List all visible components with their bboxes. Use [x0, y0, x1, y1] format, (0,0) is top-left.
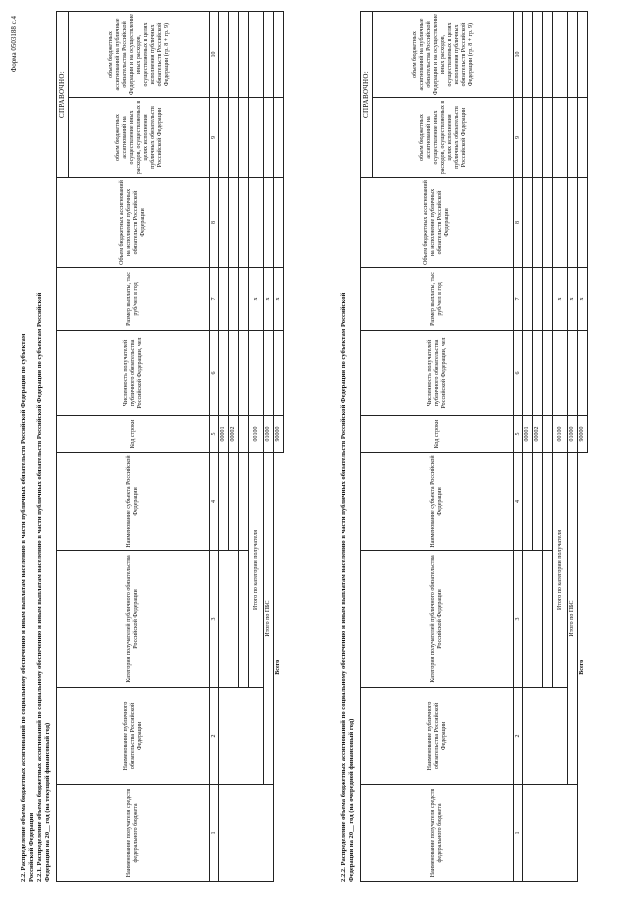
section-2-2-2-title-line2: Федерации на 20__ год (на очередной финансовый год)	[348, 718, 355, 882]
col-header-count: Численность получателей публичного обязательства Российской Федерации, чел	[57, 331, 210, 416]
volume-cell	[553, 178, 568, 268]
col-header-recipient: Наименование получателя средств федерального бюджета	[57, 785, 210, 882]
row-code: 01000	[568, 416, 578, 453]
table-next-year	[360, 11, 588, 882]
obligation-cell	[523, 688, 568, 785]
col-number-10: 10	[514, 12, 523, 98]
other-cell	[543, 98, 553, 178]
payment-cell	[543, 268, 553, 331]
count-cell	[274, 331, 284, 416]
other-cell	[568, 98, 578, 178]
total-cell	[229, 12, 239, 98]
col-header-total-volume: объем бюджетных ассигнований на публичные обязательства Российской Федерации и на осуществление иных расходов, осуществляемых в целях исполнения публичных обязательств Российской Федерации (гр. 8 + гр. 9)	[373, 12, 514, 98]
count-cell	[523, 331, 533, 416]
other-cell	[533, 98, 543, 178]
col-header-code: Код строки	[57, 416, 210, 453]
subject-cell	[219, 453, 229, 551]
volume-cell	[229, 178, 239, 268]
empty-code-cell	[543, 416, 553, 453]
total-cell	[239, 12, 249, 98]
subject-cell	[523, 453, 533, 551]
subject-cell	[533, 453, 543, 551]
section-2-2-1-title: 2.2.1. Распределение объема бюджетных ассигнований по социальному обеспечению и иным выплатам населению в части публичных обязательств Российской Федерации по субъектам Российской	[36, 292, 43, 882]
col-header-total-volume: объем бюджетных ассигнований на публичные обязательства Российской Федерации и на осуществление иных расходов, осуществляемых в целях исполнения публичных обязательств Российской Федерации (гр. 8 + гр. 9)	[69, 12, 210, 98]
col-number-7: 7	[514, 268, 523, 331]
section-2-2-title-line2: Российской Федерации	[28, 812, 35, 882]
section-2-2-2-title: 2.2.2. Распределение объема бюджетных ассигнований по социальному обеспечению и иным выплатам населению в части публичных обязательств Российской Федерации по субъектам Российской	[340, 292, 347, 882]
form-code: Форма 0503188 с.4	[10, 16, 18, 73]
col-number-6: 6	[514, 331, 523, 416]
col-number-8: 8	[514, 178, 523, 268]
col-header-code: Код строки	[361, 416, 514, 453]
count-cell	[229, 331, 239, 416]
other-cell	[553, 98, 568, 178]
rotated-form	[8, 8, 633, 898]
volume-cell	[249, 178, 264, 268]
col-number-6: 6	[210, 331, 219, 416]
other-cell	[578, 98, 588, 178]
count-cell	[533, 331, 543, 416]
total-cell	[219, 12, 229, 98]
x-mark: x	[568, 268, 578, 331]
col-number-7: 7	[210, 268, 219, 331]
col-number-5: 5	[210, 416, 219, 453]
col-header-obligation: Наименование публичного обязательства Российской Федерации	[57, 688, 210, 785]
col-number-10: 10	[210, 12, 219, 98]
col-number-1: 1	[514, 785, 523, 882]
empty-category-cell	[239, 551, 249, 688]
volume-cell	[568, 178, 578, 268]
grand-total-label: Всего	[274, 453, 284, 882]
count-cell	[219, 331, 229, 416]
col-header-payment-size: Размер выплаты, тыс руб/чел в год	[57, 268, 210, 331]
col-header-category: Категория получателей публичного обязательства Российской Федерации	[57, 551, 210, 688]
count-cell	[543, 331, 553, 416]
empty-subject-cell	[543, 453, 553, 551]
category-cell	[219, 551, 239, 688]
col-header-subject: Наименование субъекта Российской Федерации	[57, 453, 210, 551]
count-cell	[553, 331, 568, 416]
subject-cell	[229, 453, 239, 551]
volume-cell	[543, 178, 553, 268]
row-code: 00100	[553, 416, 568, 453]
col-number-8: 8	[210, 178, 219, 268]
x-mark: x	[578, 268, 588, 331]
col-header-budget-volume: Объем бюджетных ассигнований на исполнение публичных обязательств Российской Федерации	[57, 178, 210, 268]
total-pbs-label: Итого по ПБС	[264, 453, 274, 785]
x-mark: x	[249, 268, 264, 331]
payment-cell	[229, 268, 239, 331]
col-header-spravochno: СПРАВОЧНО:	[361, 12, 373, 178]
payment-cell	[533, 268, 543, 331]
empty-subject-cell	[239, 453, 249, 551]
col-number-4: 4	[514, 453, 523, 551]
col-number-4: 4	[210, 453, 219, 551]
col-number-2: 2	[514, 688, 523, 785]
col-header-category: Категория получателей публичного обязательства Российской Федерации	[361, 551, 514, 688]
col-header-budget-volume: Объем бюджетных ассигнований на исполнение публичных обязательств Российской Федерации	[361, 178, 514, 268]
row-code: 90000	[578, 416, 588, 453]
total-pbs-label: Итого по ПБС	[568, 453, 578, 785]
other-cell	[274, 98, 284, 178]
col-number-3: 3	[514, 551, 523, 688]
row-code: 00002	[533, 416, 543, 453]
section-2-2-title: 2.2. Распределение объема бюджетных ассигнований по социальному обеспечению и иным выплатам населению в части публичных обязательств Российской Федерации по субъектам	[20, 333, 27, 882]
section-2-2-1-title-line2: Федерации на 20__ год (на текущий финансовый год)	[44, 722, 51, 882]
col-header-payment-size: Размер выплаты, тыс руб/чел в год	[361, 268, 514, 331]
col-number-9: 9	[514, 98, 523, 178]
row-code: 01000	[264, 416, 274, 453]
other-cell	[239, 98, 249, 178]
col-header-other-expenses: объем бюджетных ассигнований на осуществление иных расходов, осуществляемых в целях исполнения публичных обязательств Российской Федерации	[69, 98, 210, 178]
total-cell	[274, 12, 284, 98]
row-code: 90000	[274, 416, 284, 453]
x-mark: x	[264, 268, 274, 331]
row-code: 00001	[219, 416, 229, 453]
row-code: 00100	[249, 416, 264, 453]
empty-code-cell	[239, 416, 249, 453]
payment-cell	[239, 268, 249, 331]
volume-cell	[274, 178, 284, 268]
total-cell	[533, 12, 543, 98]
total-cell	[568, 12, 578, 98]
other-cell	[229, 98, 239, 178]
x-mark: x	[274, 268, 284, 331]
count-cell	[264, 331, 274, 416]
volume-cell	[523, 178, 533, 268]
col-header-subject: Наименование субъекта Российской Федерации	[361, 453, 514, 551]
obligation-cell	[219, 688, 264, 785]
total-cell	[578, 12, 588, 98]
grand-total-label: Всего	[578, 453, 588, 882]
empty-category-cell	[543, 551, 553, 688]
x-mark: x	[553, 268, 568, 331]
volume-cell	[578, 178, 588, 268]
count-cell	[249, 331, 264, 416]
total-category-label: Итого по категории получателя	[249, 453, 264, 688]
other-cell	[264, 98, 274, 178]
recipient-cell	[523, 785, 578, 882]
row-code: 00002	[229, 416, 239, 453]
other-cell	[219, 98, 229, 178]
total-cell	[523, 12, 533, 98]
total-cell	[543, 12, 553, 98]
total-cell	[553, 12, 568, 98]
count-cell	[578, 331, 588, 416]
volume-cell	[219, 178, 229, 268]
col-header-obligation: Наименование публичного обязательства Российской Федерации	[361, 688, 514, 785]
count-cell	[239, 331, 249, 416]
total-cell	[249, 12, 264, 98]
category-cell	[523, 551, 543, 688]
total-cell	[264, 12, 274, 98]
col-number-5: 5	[514, 416, 523, 453]
volume-cell	[264, 178, 274, 268]
volume-cell	[533, 178, 543, 268]
col-number-3: 3	[210, 551, 219, 688]
other-cell	[249, 98, 264, 178]
col-header-recipient: Наименование получателя средств федерального бюджета	[361, 785, 514, 882]
total-category-label: Итого по категории получателя	[553, 453, 568, 688]
other-cell	[523, 98, 533, 178]
row-code: 00001	[523, 416, 533, 453]
payment-cell	[219, 268, 229, 331]
col-header-other-expenses: объем бюджетных ассигнований на осуществление иных расходов, осуществляемых в целях исполнения публичных обязательств Российской Федерации	[373, 98, 514, 178]
col-number-9: 9	[210, 98, 219, 178]
count-cell	[568, 331, 578, 416]
volume-cell	[239, 178, 249, 268]
payment-cell	[523, 268, 533, 331]
col-number-1: 1	[210, 785, 219, 882]
table-current-year	[56, 11, 284, 882]
col-header-spravochno: СПРАВОЧНО:	[57, 12, 69, 178]
recipient-cell	[219, 785, 274, 882]
col-header-count: Численность получателей публичного обязательства Российской Федерации, чел	[361, 331, 514, 416]
col-number-2: 2	[210, 688, 219, 785]
